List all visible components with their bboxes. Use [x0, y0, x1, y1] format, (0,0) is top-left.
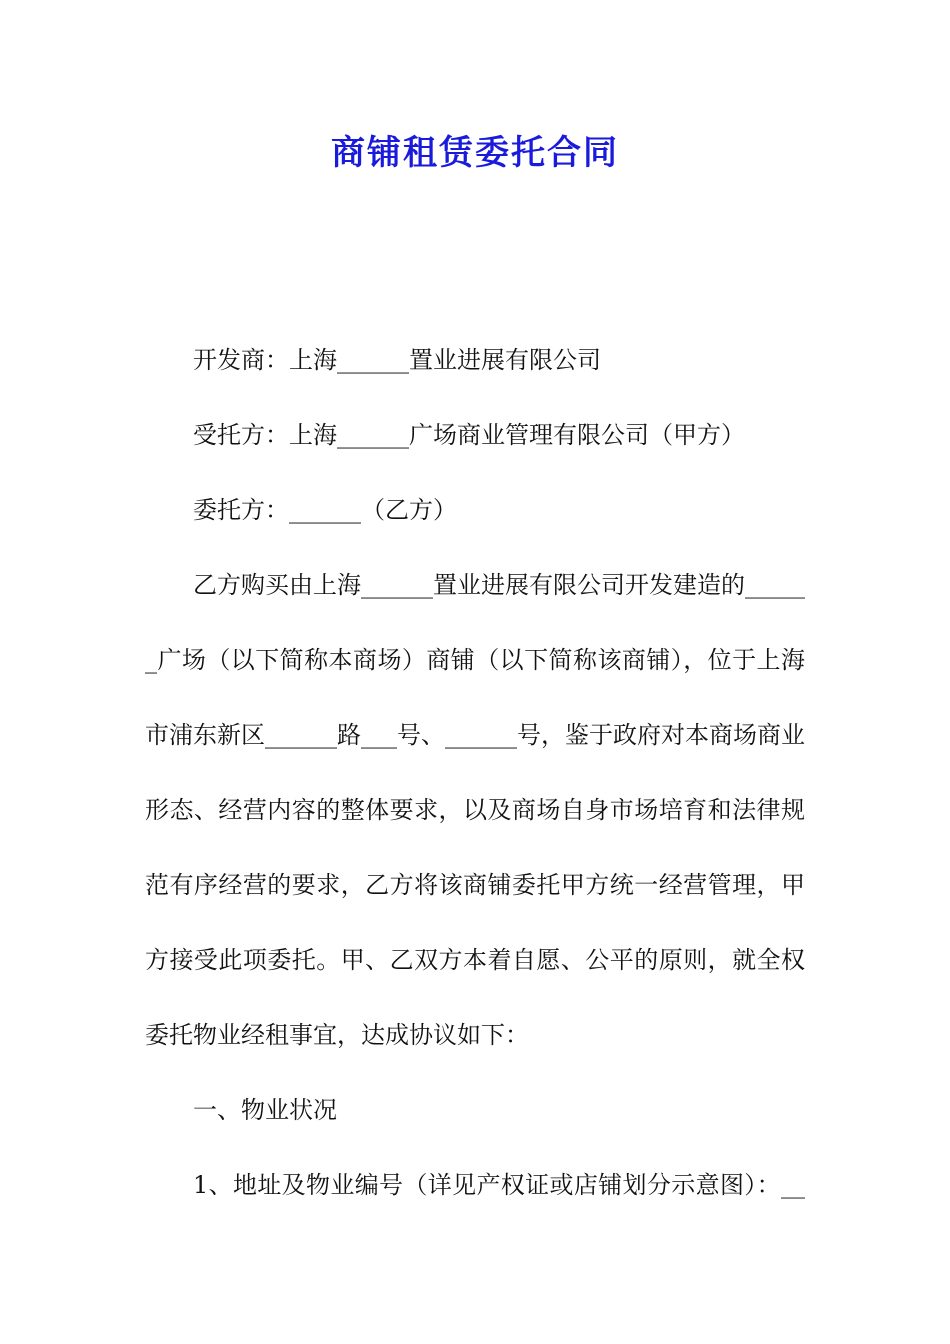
- paragraph-line: _广场（以下简称本商场）商铺（以下简称该商铺），位于上海: [145, 646, 805, 674]
- paragraph-line: 乙方购买由上海______置业进展有限公司开发建造的_____: [193, 571, 805, 599]
- paragraph-line: 范有序经营的要求，乙方将该商铺委托甲方统一经营管理，甲: [145, 871, 805, 899]
- principal-line: 委托方：______（乙方）: [193, 496, 457, 524]
- section-heading: 一、物业状况: [193, 1096, 337, 1124]
- paragraph-line: 形态、经营内容的整体要求，以及商场自身市场培育和法律规: [145, 796, 805, 824]
- paragraph-line: 方接受此项委托。甲、乙双方本着自愿、公平的原则，就全权: [145, 946, 805, 974]
- developer-line: 开发商：上海______置业进展有限公司: [193, 346, 601, 374]
- trustee-line: 受托方：上海______广场商业管理有限公司（甲方）: [193, 421, 745, 449]
- contract-body: [145, 337, 805, 1237]
- paragraph-line: 市浦东新区______路___号、______号，鉴于政府对本商场商业: [145, 721, 805, 749]
- clause-line: 1、地址及物业编号（详见产权证或店铺划分示意图）：__: [193, 1171, 805, 1199]
- page-title: 商铺租赁委托合同: [331, 133, 619, 173]
- paragraph-line: 委托物业经租事宜，达成协议如下：: [145, 1021, 529, 1049]
